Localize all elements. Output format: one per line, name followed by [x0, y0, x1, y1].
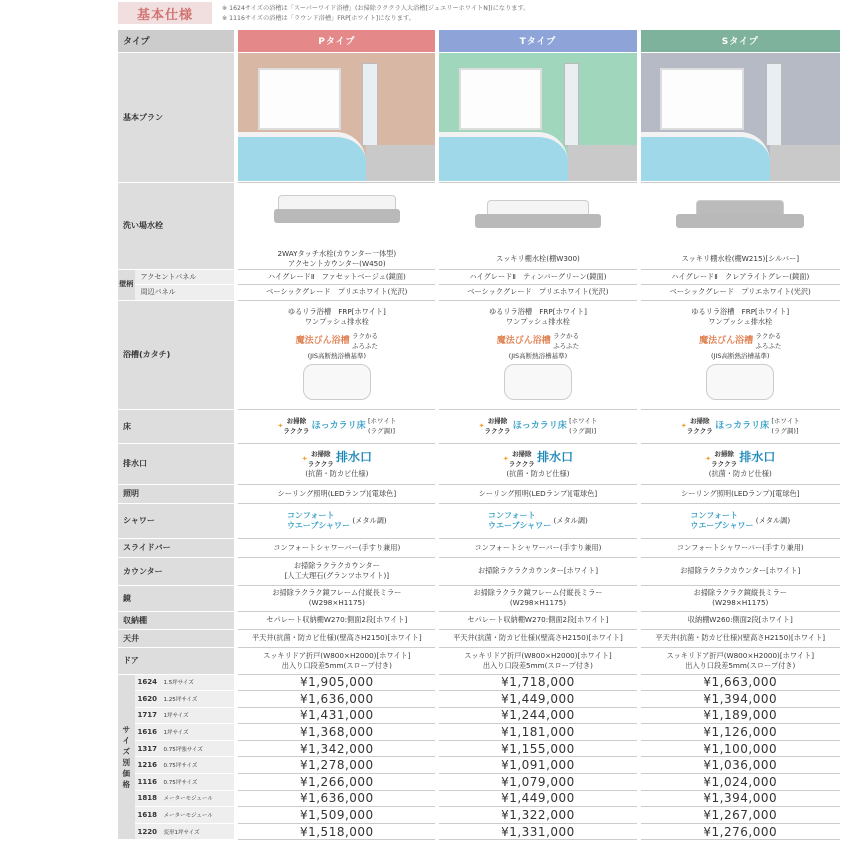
hokkarari-logo: ほっカラリ床 — [512, 421, 567, 431]
size-name: 1坪サイズ — [163, 713, 189, 720]
drain-cell: ✦ お掃除 ラククラ 排水口 (抗菌・防カビ仕様) — [236, 443, 437, 484]
price-s: ¥1,126,000 — [639, 724, 843, 741]
price-row — [118, 724, 842, 741]
comfort-wave-logo: コンフォート ウエーブシャワー — [690, 510, 754, 530]
tub-image — [504, 364, 572, 400]
note-2: ※ 1116サイズの浴槽は「ラウンド浴槽」FRP[ホワイト]になります。 — [222, 15, 415, 22]
price-s: ¥1,276,000 — [639, 823, 843, 840]
size-code: 1620 — [137, 694, 158, 703]
size-name: メーターモジュール — [163, 796, 213, 803]
light-p: シーリング照明(LEDランプ)[電球色] — [236, 484, 437, 503]
price-row — [118, 757, 842, 774]
floor-cell: ✦ お掃除 ラククラ ほっカラリ床 [ホワイト (ラグ調)] — [437, 409, 638, 443]
type-t: Tタイプ — [437, 30, 638, 52]
size-code: 1616 — [137, 728, 158, 737]
size-name: 1.5坪サイズ — [163, 680, 194, 687]
tub-image — [303, 364, 371, 400]
size-name: 0.75坪サイズ — [163, 763, 198, 770]
plan-photo-p — [236, 52, 437, 182]
size-code: 1618 — [137, 811, 158, 820]
ceiling-label: 天井 — [118, 629, 236, 647]
price-t: ¥1,449,000 — [437, 691, 638, 708]
counter-p: お掃除ラクラクカウンター [人工大理石(グランツホワイト)] — [236, 557, 437, 585]
floor-cell: ✦ お掃除 ラククラ ほっカラリ床 [ホワイト (ラグ調)] — [236, 409, 437, 443]
price-t: ¥1,181,000 — [437, 724, 638, 741]
sparkle-icon: ✦ — [478, 421, 485, 430]
sparkle-icon: ✦ — [502, 453, 509, 463]
accent-label: アクセントパネル — [135, 269, 237, 284]
size-code: 1818 — [137, 794, 158, 803]
drain-logo: 排水口 — [537, 449, 574, 464]
price-s: ¥1,036,000 — [639, 757, 843, 774]
floor-label: 床 — [118, 409, 236, 443]
type-s: Sタイプ — [639, 30, 843, 52]
size-cell — [135, 707, 237, 724]
light-label: 照明 — [118, 484, 236, 503]
faucet-image — [439, 188, 636, 254]
slide-s: コンフォートシャワーバー(手すり兼用) — [639, 538, 843, 557]
mahobin-logo: 魔法びん浴槽 — [699, 335, 754, 346]
slide-p: コンフォートシャワーバー(手すり兼用) — [236, 538, 437, 557]
shower-label: シャワー — [118, 503, 236, 538]
mirror-label: 鏡 — [118, 585, 236, 611]
size-name: メーターモジュール — [163, 813, 213, 820]
price-p: ¥1,368,000 — [236, 724, 437, 741]
price-t: ¥1,718,000 — [437, 674, 638, 691]
price-p: ¥1,636,000 — [236, 790, 437, 807]
size-cell — [135, 807, 237, 824]
door-label: ドア — [118, 647, 236, 674]
slide-t: コンフォートシャワーバー(手すり兼用) — [437, 538, 638, 557]
size-code: 1717 — [137, 711, 158, 720]
drain-logo: 排水口 — [739, 449, 776, 464]
counter-t: お掃除ラクラクカウンター[ホワイト] — [437, 557, 638, 585]
price-s: ¥1,394,000 — [639, 790, 843, 807]
shelf-label: 収納棚 — [118, 611, 236, 629]
ceiling-s: 平天井(抗菌・防カビ仕様)(壁高さH2150)[ホワイト] — [639, 629, 843, 647]
faucet-t: スッキリ棚水栓(棚W300) — [437, 182, 638, 269]
counter-s: お掃除ラクラクカウンター[ホワイト] — [639, 557, 843, 585]
hokkarari-logo: ほっカラリ床 — [311, 421, 366, 431]
shelf-s: 収納棚W260:側面2段[ホワイト] — [639, 611, 843, 629]
price-s: ¥1,189,000 — [639, 707, 843, 724]
around-p: ベーシックグレード プリエホワイト(光沢) — [236, 284, 437, 300]
price-p: ¥1,266,000 — [236, 774, 437, 791]
accent-t: ハイグレードⅡ ティンバーグリーン(鏡面) — [437, 269, 638, 284]
door-p: スッキリドア折戸(W800×H2000)[ホワイト] 出入り口段差5mm(スロープ付き) — [236, 647, 437, 674]
price-row — [118, 691, 842, 708]
size-code: 1116 — [137, 777, 158, 786]
price-p: ¥1,509,000 — [236, 807, 437, 824]
floor-cell: ✦ お掃除 ラククラ ほっカラリ床 [ホワイト (ラグ調)] — [639, 409, 843, 443]
drain-cell: ✦ お掃除 ラククラ 排水口 (抗菌・防カビ仕様) — [437, 443, 638, 484]
size-name: 0.75坪サイズ — [163, 779, 198, 786]
door-t: スッキリドア折戸(W800×H2000)[ホワイト] 出入り口段差5mm(スロープ付き) — [437, 647, 638, 674]
price-t: ¥1,091,000 — [437, 757, 638, 774]
ceiling-t: 平天井(抗菌・防カビ仕様)(壁高さH2150)[ホワイト] — [437, 629, 638, 647]
price-row — [118, 674, 842, 691]
shelf-t: セパレート収納棚W270:側面2段[ホワイト] — [437, 611, 638, 629]
comfort-wave-logo: コンフォート ウエーブシャワー — [488, 510, 552, 530]
price-p: ¥1,905,000 — [236, 674, 437, 691]
mirror-s: お掃除ラクラク鏡縦長ミラー (W298×H1175) — [639, 585, 843, 611]
price-p: ¥1,278,000 — [236, 757, 437, 774]
around-label: 周辺パネル — [135, 284, 237, 300]
mahobin-logo: 魔法びん浴槽 — [295, 335, 350, 346]
price-label: サイズ別価格 — [118, 674, 135, 840]
plan-label: 基本プラン — [118, 52, 236, 182]
faucet-p: 2WAYタッチ水栓(カウンター一体型) アクセントカウンター(W450) — [236, 182, 437, 269]
price-rows — [118, 674, 842, 840]
notes — [222, 4, 529, 24]
section-title: 基本仕様 — [118, 2, 212, 24]
accent-s: ハイグレードⅡ クレアライトグレー(鏡面) — [639, 269, 843, 284]
around-s: ベーシックグレード プリエホワイト(光沢) — [639, 284, 843, 300]
size-cell — [135, 790, 237, 807]
mahobin-logo: 魔法びん浴槽 — [496, 335, 551, 346]
price-row — [118, 790, 842, 807]
plan-photo-s — [639, 52, 843, 182]
sparkle-icon: ✦ — [277, 421, 284, 430]
tub-label: 浴槽(カタチ) — [118, 300, 236, 409]
tub-image — [706, 364, 774, 400]
shower-cell: コンフォート ウエーブシャワー (メタル調) — [437, 503, 638, 538]
price-row — [118, 807, 842, 824]
price-row — [118, 823, 842, 840]
tub-cell: ゆるリラ浴槽 FRP[ホワイト] ワンプッシュ排水栓 魔法びん浴槽 ラクかる ふろふた (JIS高断熱浴槽基準) — [639, 300, 843, 409]
spec-table — [118, 30, 844, 840]
light-t: シーリング照明(LEDランプ)[電球色] — [437, 484, 638, 503]
size-cell — [135, 757, 237, 774]
size-cell — [135, 691, 237, 708]
tub-cell: ゆるリラ浴槽 FRP[ホワイト] ワンプッシュ排水栓 魔法びん浴槽 ラクかる ふろふた (JIS高断熱浴槽基準) — [437, 300, 638, 409]
size-cell — [135, 823, 237, 840]
price-p: ¥1,636,000 — [236, 691, 437, 708]
header — [118, 2, 848, 28]
price-s: ¥1,100,000 — [639, 740, 843, 757]
mirror-t: お掃除ラクラク鏡フレーム付縦長ミラー (W298×H1175) — [437, 585, 638, 611]
door-s: スッキリドア折戸(W800×H2000)[ホワイト] 出入り口段差5mm(スロープ付き) — [639, 647, 843, 674]
size-cell — [135, 774, 237, 791]
price-row — [118, 707, 842, 724]
shower-cell: コンフォート ウエーブシャワー (メタル調) — [236, 503, 437, 538]
drain-cell: ✦ お掃除 ラククラ 排水口 (抗菌・防カビ仕様) — [639, 443, 843, 484]
shelf-p: セパレート収納棚W270:側面2段[ホワイト] — [236, 611, 437, 629]
size-cell — [135, 724, 237, 741]
hokkarari-logo: ほっカラリ床 — [715, 421, 770, 431]
accent-p: ハイグレードⅡ ファセットベージュ(鏡面) — [236, 269, 437, 284]
price-t: ¥1,079,000 — [437, 774, 638, 791]
size-code: 1317 — [137, 744, 158, 753]
drain-label: 排水口 — [118, 443, 236, 484]
plan-photo-t — [437, 52, 638, 182]
price-t: ¥1,449,000 — [437, 790, 638, 807]
counter-label: カウンター — [118, 557, 236, 585]
faucet-image — [238, 183, 435, 249]
size-code: 1220 — [137, 827, 158, 836]
size-name: 1坪サイズ — [163, 730, 189, 737]
price-p: ¥1,518,000 — [236, 823, 437, 840]
size-name: 変形1坪サイズ — [163, 829, 200, 836]
price-p: ¥1,431,000 — [236, 707, 437, 724]
price-row — [118, 740, 842, 757]
wall-label-text: 壁柄 — [119, 280, 134, 288]
price-s: ¥1,663,000 — [639, 674, 843, 691]
sparkle-icon: ✦ — [705, 453, 712, 463]
price-row — [118, 774, 842, 791]
drain-logo: 排水口 — [335, 449, 372, 464]
around-t: ベーシックグレード プリエホワイト(光沢) — [437, 284, 638, 300]
size-name: 0.75坪強サイズ — [163, 746, 203, 753]
size-cell — [135, 674, 237, 691]
slide-label: スライドバー — [118, 538, 236, 557]
sparkle-icon: ✦ — [301, 453, 308, 463]
shower-cell: コンフォート ウエーブシャワー (メタル調) — [639, 503, 843, 538]
sparkle-icon: ✦ — [680, 421, 687, 430]
size-code: 1216 — [137, 761, 158, 770]
faucet-image — [641, 188, 841, 254]
size-cell — [135, 740, 237, 757]
wall-label — [118, 269, 135, 300]
comfort-wave-logo: コンフォート ウエーブシャワー — [286, 510, 351, 530]
faucet-label: 洗い場水栓 — [118, 182, 236, 269]
size-name: 1.25坪サイズ — [163, 696, 198, 703]
price-s: ¥1,394,000 — [639, 691, 843, 708]
note-1: ※ 1624サイズの浴槽は「スーパーワイド浴槽」(お掃除ラククラ人大浴槽[ジュエリーホワイトN])になります。 — [222, 5, 530, 12]
ceiling-p: 平天井(抗菌・防カビ仕様)(壁高さH2150)[ホワイト] — [236, 629, 437, 647]
price-p: ¥1,342,000 — [236, 740, 437, 757]
price-s: ¥1,267,000 — [639, 807, 843, 824]
type-p: Pタイプ — [236, 30, 437, 52]
light-s: シーリング照明(LEDランプ)[電球色] — [639, 484, 843, 503]
size-code: 1624 — [137, 678, 158, 687]
type-header: タイプ — [118, 30, 236, 52]
mirror-p: お掃除ラクラク鏡フレーム付縦長ミラー (W298×H1175) — [236, 585, 437, 611]
price-t: ¥1,322,000 — [437, 807, 638, 824]
tub-cell: ゆるリラ浴槽 FRP[ホワイト] ワンプッシュ排水栓 魔法びん浴槽 ラクかる ふろふた (JIS高断熱浴槽基準) — [236, 300, 437, 409]
price-s: ¥1,024,000 — [639, 774, 843, 791]
faucet-s: スッキリ棚水栓(棚W215)[シルバー] — [639, 182, 843, 269]
price-t: ¥1,331,000 — [437, 823, 638, 840]
price-t: ¥1,244,000 — [437, 707, 638, 724]
price-t: ¥1,155,000 — [437, 740, 638, 757]
